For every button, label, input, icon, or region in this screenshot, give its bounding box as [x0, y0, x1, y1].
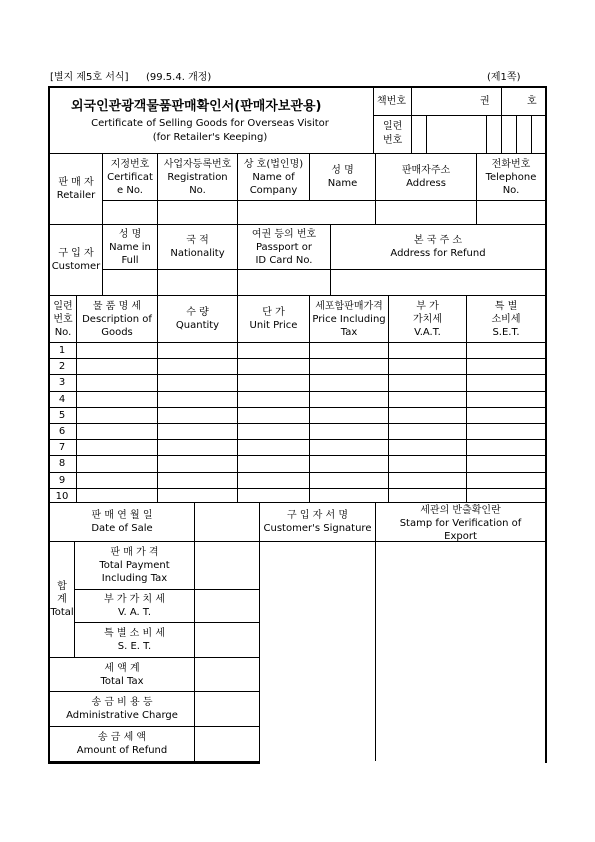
title-english-sub: (for Retailer's Keeping)	[152, 132, 268, 143]
goods-row-number: 6	[58, 426, 66, 437]
goods-row-divider	[48, 423, 547, 424]
title-english: Certificate of Selling Goods for Overseas Visitor	[91, 118, 329, 129]
quantity-header: 수 량 Quantity	[175, 307, 220, 331]
unit-price-header: 단 가 Unit Price	[249, 307, 298, 331]
company-name-header: 상 호(법인명) Name of Company	[243, 158, 304, 196]
set-header: 특 별 소비세 S.E.T.	[491, 300, 521, 338]
customer-label: 구 입 자 Customer	[51, 248, 101, 272]
retailer-label: 판 매 자 Retailer	[56, 177, 96, 201]
total-label: 합 계 Total	[50, 581, 74, 618]
goods-row-divider	[48, 472, 547, 473]
price-incl-tax-header: 세포함판매가격 Price Including Tax	[312, 300, 386, 338]
goods-row-number: 4	[58, 394, 66, 405]
goods-row-divider	[48, 455, 547, 456]
total-payment-label: 판 매 가 격 Total Payment Including Tax	[99, 547, 170, 584]
total-tax-label: 세 액 계 Total Tax	[100, 662, 144, 687]
goods-row-divider	[48, 439, 547, 440]
date-of-sale-header: 판 매 연 월 일 Date of Sale	[91, 510, 153, 534]
goods-row-number: 2	[58, 361, 66, 372]
goods-row-divider	[48, 488, 547, 489]
goods-row-number: 10	[55, 491, 69, 502]
goods-row-number: 5	[58, 410, 66, 421]
goods-row-divider	[48, 407, 547, 408]
customer-signature-header: 구 입 자 서 명 Customer's Signature	[263, 510, 372, 534]
serial-label-2: 번호	[383, 135, 403, 146]
form-number: [별지 제5호 서식]	[50, 72, 129, 83]
book-no-label: 호	[527, 96, 537, 107]
admin-charge-label: 송 금 비 용 등 Administrative Charge	[66, 697, 178, 721]
goods-row-number: 7	[58, 442, 66, 453]
retailer-address-header: 판매자주소 Address	[401, 165, 451, 189]
refund-address-header: 본 국 주 소 Address for Refund	[390, 235, 486, 259]
goods-row-number: 8	[58, 458, 66, 469]
goods-no-header: 일련 번호 No.	[53, 300, 73, 338]
customs-stamp-header: 세관의 반출확인란 Stamp for Verification of Export	[399, 505, 522, 541]
registration-no-header: 사업자등록번호 Registration No.	[163, 158, 232, 196]
description-header: 물 품 명 세 Description of Goods	[82, 300, 152, 338]
title-korean: 외국인관광객물품판매확인서(판매자보관용)	[71, 99, 322, 114]
page-number: (제1쪽)	[487, 72, 521, 83]
certificate-no-header: 지정번호 Certificat e No.	[107, 158, 153, 196]
book-volume-label: 권	[480, 96, 490, 107]
book-number-label: 책번호	[377, 96, 406, 107]
retailer-name-header: 성 명 Name	[327, 165, 358, 189]
goods-row-number: 9	[58, 475, 66, 486]
refund-amount-label: 송 금 세 액 Amount of Refund	[76, 732, 168, 756]
revision-date: (99.5.4. 개정)	[146, 72, 212, 83]
serial-label: 일련	[383, 121, 403, 132]
total-set-label: 특 별 소 비 세 S. E. T.	[103, 628, 165, 652]
passport-header: 여권 등의 번호 Passport or ID Card No.	[251, 228, 317, 266]
goods-row-number: 3	[58, 377, 66, 388]
total-vat-label: 부 가 가 치 세 V. A. T.	[103, 594, 165, 618]
telephone-header: 전화번호 Telephone No.	[485, 158, 537, 196]
nationality-header: 국 적 Nationality	[170, 235, 225, 259]
goods-row-divider	[48, 391, 547, 392]
vat-header: 부 가 가치세 V.A.T.	[413, 300, 442, 338]
customer-name-header: 성 명 Name in Full	[109, 228, 151, 266]
goods-row-divider	[48, 358, 547, 359]
goods-row-divider	[48, 374, 547, 375]
goods-row-number: 1	[58, 345, 66, 356]
